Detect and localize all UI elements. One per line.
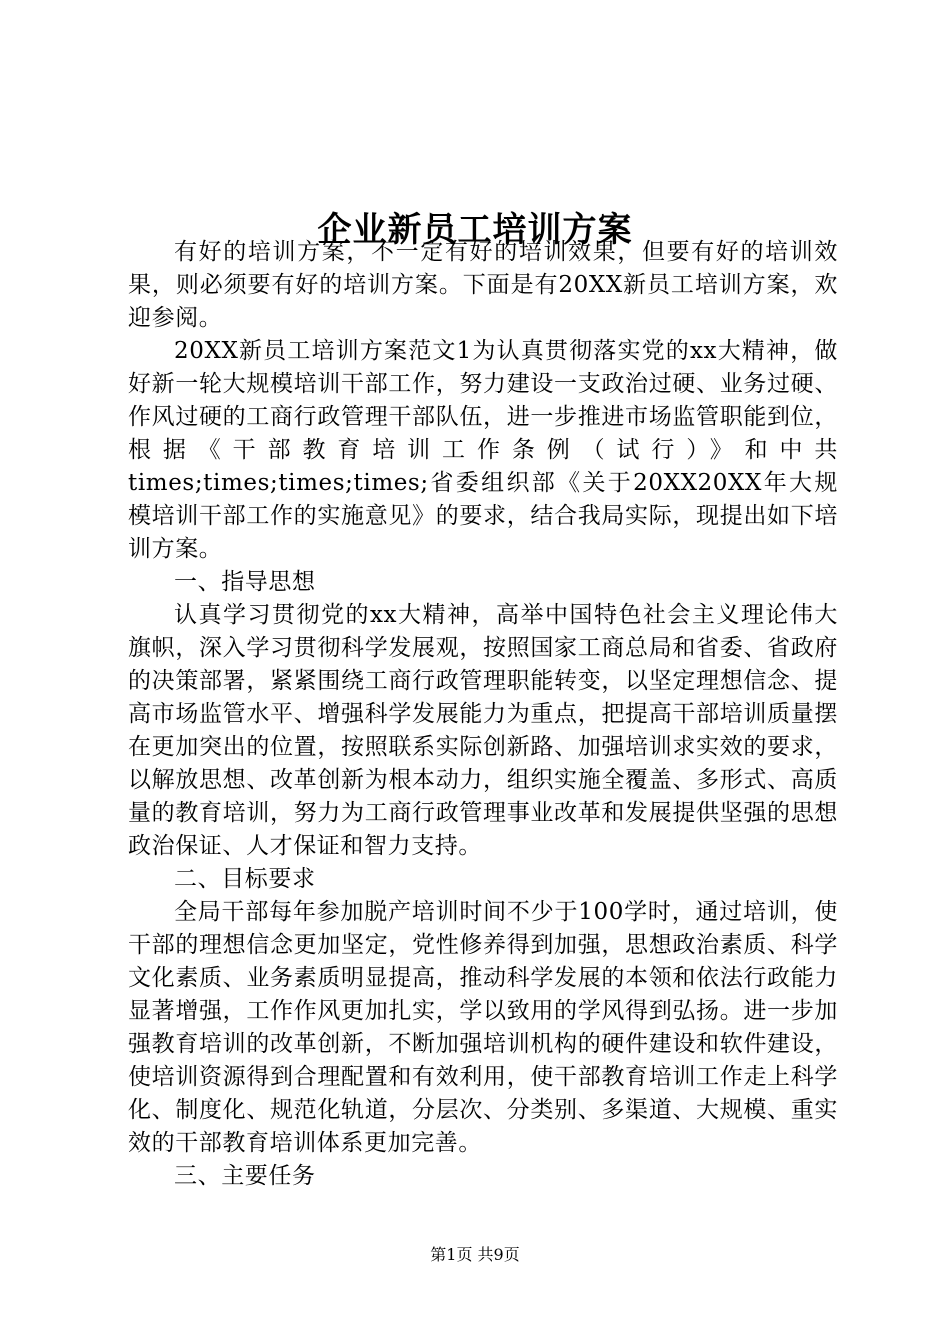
intro-paragraph: 有好的培训方案，不一定有好的培训效果，但要有好的培训效果，则必须要有好的培训方案。下面是有20XX新员工培训方案，欢迎参阅。 [128, 239, 838, 331]
guiding-thought-paragraph: 认真学习贯彻党的xx大精神，高举中国特色社会主义理论伟大旗帜，深入学习贯彻科学发展观，按照国家工商总局和省委、省政府的决策部署，紧紧围绕工商行政管理职能转变，以坚定理想信念、提高市场监管水平、增强科学发展能力为重点，把提高干部培训质量摆在更加突出的位置，按照联系实际创新路、加强培训求实效的要求，以解放思想、改革创新为根本动力，组织实施全覆盖、多形式、高质量的教育培训，努力为工商行政管理事业改革和发展提供坚强的思想政治保证、人才保证和智力支持。 [128, 602, 838, 859]
section-heading-goals: 二、目标要求 [174, 866, 316, 892]
page-footer: 第1页 共9页 [430, 1245, 520, 1264]
section-heading-main-tasks: 三、主要任务 [174, 1163, 316, 1189]
document-body [128, 236, 838, 1193]
goals-paragraph: 全局干部每年参加脱产培训时间不少于100学时，通过培训，使干部的理想信念更加坚定，党性修养得到加强，思想政治素质、科学文化素质、业务素质明显提高，推动科学发展的本领和依法行政能力显著增强，工作作风更加扎实，学以致用的学风得到弘扬。进一步加强教育培训的改革创新，不断加强培训机构的硬件建设和软件建设，使培训资源得到合理配置和有效利用，使干部教育培训工作走上科学化、制度化、规范化轨道，分层次、分类别、多渠道、大规模、重实效的干部教育培训体系更加完善。 [128, 899, 838, 1156]
document-title: 企业新员工培训方案 [317, 209, 633, 250]
plan-sample-paragraph: 20XX新员工培训方案范文1为认真贯彻落实党的xx大精神，做好新一轮大规模培训干部工作，努力建设一支政治过硬、业务过硬、作风过硬的工商行政管理干部队伍，进一步推进市场监管职能到位，根据《干部教育培训工作条例（试行）》和中共times;times;times;times;省委组织部《关于20XX20XX年大规模培训干部工作的实施意见》的要求，结合我局实际，现提出如下培训方案。 [128, 338, 838, 562]
section-heading-guiding-thought: 一、指导思想 [174, 569, 316, 595]
